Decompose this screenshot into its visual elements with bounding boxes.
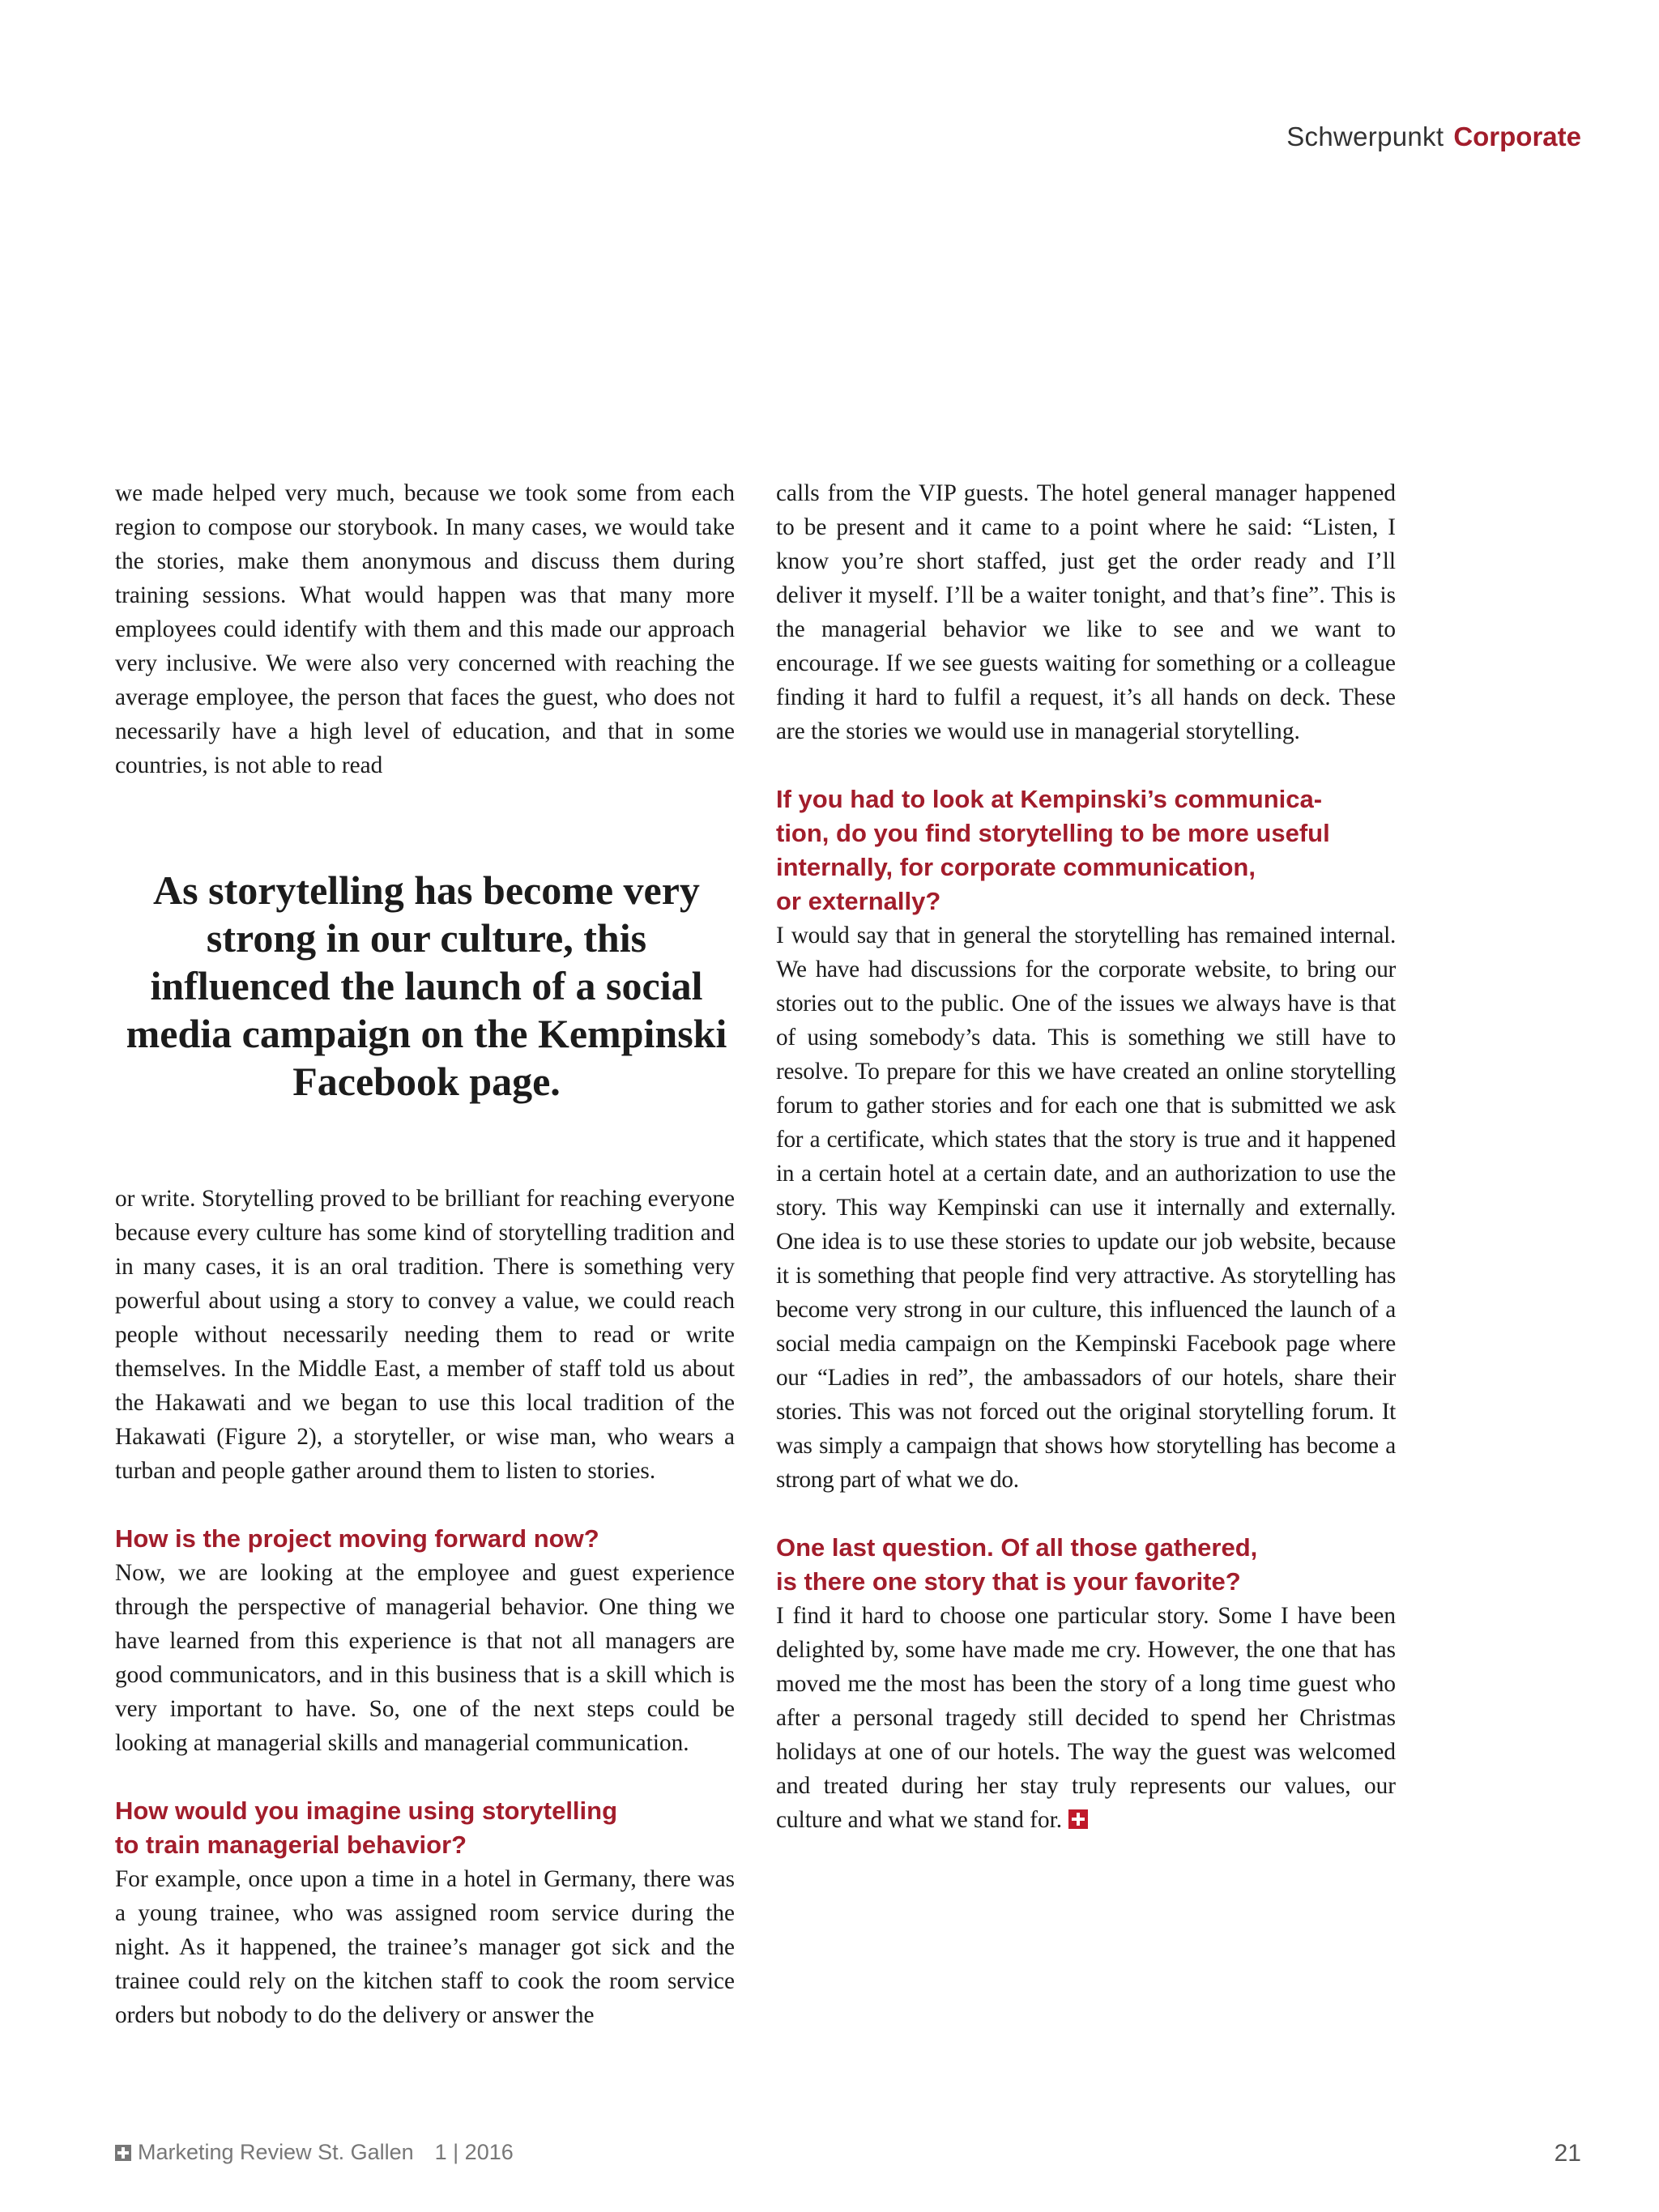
question-3-line-4: or externally? — [776, 887, 941, 915]
right-paragraph-1: calls from the VIP guests. The hotel general manager happened to be present and it came to a point where he said: “Listen, I know you’re short staffed, just get the order ready and I’ll deliver it myself. I’ll be a waiter tonight, and that’s fine”. This is the managerial behavior we like to see and we want to encourage. If we see guests waiting for something or a colleague finding it hard to fulfil a request, it’s all hands on deck. These are the stories we would use in managerial storytelling. — [776, 480, 1396, 744]
question-3-line-2: tion, do you find storytelling to be more useful — [776, 819, 1330, 847]
header-topic: Corporate — [1453, 121, 1581, 151]
question-heading-4 — [776, 1531, 1396, 1599]
question-3-line-1: If you had to look at Kempinski’s communica- — [776, 785, 1323, 813]
question-heading-2 — [115, 1794, 735, 1862]
question-4-line-1: One last question. Of all those gathered, — [776, 1533, 1258, 1562]
footer-issue: 1 | 2016 — [434, 2140, 514, 2164]
question-2-line-2: to train managerial behavior? — [115, 1831, 467, 1859]
answer-2: For example, once upon a time in a hotel in Germany, there was a young trainee, who was assigned room service during the night. As it happened, the trainee’s manager got sick and the trainee could rely on the kitchen staff to cook the room service orders but nobody to do the delivery or answer the — [115, 1866, 735, 2028]
page-number: 21 — [1554, 2140, 1581, 2167]
question-2-line-1: How would you imagine using storytelling — [115, 1796, 618, 1825]
question-heading-1: How is the project moving forward now? — [115, 1524, 599, 1553]
question-heading-3 — [776, 782, 1396, 918]
question-3-line-3: internally, for corporate communication, — [776, 853, 1256, 881]
question-4-line-2: is there one story that is your favorite? — [776, 1567, 1241, 1596]
left-column — [115, 476, 735, 2032]
footer-publication: Marketing Review St. Gallen — [138, 2140, 414, 2164]
swiss-cross-logo-icon — [115, 2145, 131, 2161]
end-of-article-cross-icon — [1068, 1809, 1088, 1829]
left-paragraph-2: or write. Storytelling proved to be brilliant for reaching everyone because every culture has some kind of storytelling tradition and in many cases, it is an oral tradition. There is something very powerful about using a story to convey a value, we could reach people without necessarily needing them to read or write themselves. In the Middle East, a member of staff told us about the Hakawati and we began to use this local tradition of the Hakawati (Figure 2), a storyteller, or wise man, who wears a turban and people gather around them to listen to stories. — [115, 1186, 735, 1484]
page-footer — [115, 2140, 1581, 2165]
pull-quote: As storytelling has become very strong in our culture, this influenced the launch of a social media campaign on the Kempinski Facebook page. — [126, 867, 727, 1104]
answer-3: I would say that in general the storytelling has remained internal. We have had discussions for the corporate website, to bring our stories out to the public. One of the issues we always have is that of using somebody’s data. This is something we still have to resolve. To prepare for this we have created an online storytelling forum to gather stories and for each one that is submitted we ask for a certificate, which states that the story is true and it happened in a certain hotel at a certain date, and an authorization to use the story. This way Kempinski can use it internally and externally. One idea is to use these stories to update our job website, because it is something that people find very attractive. As storytelling has become very strong in our culture, this influenced the launch of a social media campaign on the Kempinski Facebook page where our “Ladies in red”, the ambassadors of our hotels, share their stories. This was not forced out the original storytelling forum. It was simply a campaign that shows how storytelling has become a strong part of what we do. — [776, 923, 1396, 1493]
header-section: Schwerpunkt — [1286, 121, 1444, 151]
left-paragraph-1: we made helped very much, because we took some from each region to compose our storybook. In many cases, we would take the stories, make them anonymous and discuss them during training sessions. What would happen was that many more employees could identify with them and this made our approach very inclusive. We were also very concerned with reaching the average employee, the person that faces the guest, who does not necessarily have a high level of education, and that in some countries, is not able to read — [115, 480, 735, 778]
running-header — [1286, 121, 1581, 152]
answer-1: Now, we are looking at the employee and guest experience through the perspective of managerial behavior. One thing we have learned from this experience is that not all managers are good communicators, and in this business that is a skill which is very important to have. So, one of the next steps could be looking at managerial skills and managerial communication. — [115, 1560, 735, 1756]
answer-4-text: I find it hard to choose one particular story. Some I have been delighted by, some have made me cry. However, the one that has moved me the most has been the story of a long time guest who after a personal tragedy still decided to spend her Christmas holidays at one of our hotels. The way the guest was welcomed and treated during her stay truly represents our values, our culture and what we stand for. — [776, 1603, 1396, 1833]
right-column — [776, 476, 1396, 1837]
answer-4 — [776, 1599, 1396, 1837]
